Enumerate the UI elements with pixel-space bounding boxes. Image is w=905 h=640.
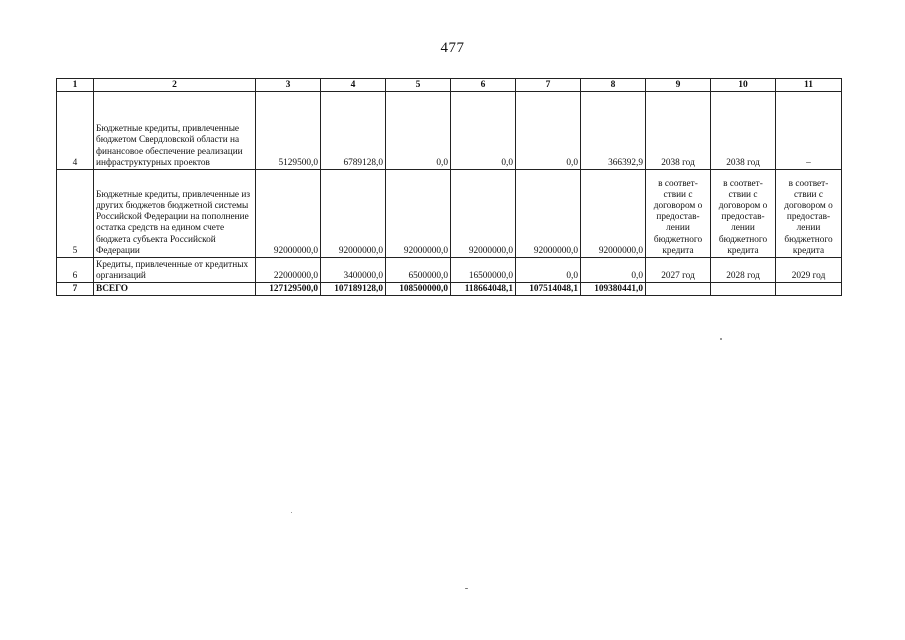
row-name: Кредиты, привлеченные от кредитных организаций xyxy=(94,258,256,283)
repayment-term-cell: 2038 год xyxy=(646,92,711,170)
total-row xyxy=(57,283,842,296)
repayment-term-cell: в соответ- ствии с договором о предостав- лении бюджетного кредита xyxy=(711,170,776,258)
repayment-term-cell: 2027 год xyxy=(646,258,711,283)
row-number: 5 xyxy=(57,170,94,258)
value-cell: 0,0 xyxy=(451,92,516,170)
total-value-cell: 107189128,0 xyxy=(321,283,386,296)
value-cell: 92000000,0 xyxy=(386,170,451,258)
budget-credits-table xyxy=(56,78,842,296)
header-cell: 2 xyxy=(94,79,256,92)
header-cell: 3 xyxy=(256,79,321,92)
table-row xyxy=(57,92,842,170)
value-cell: 5129500,0 xyxy=(256,92,321,170)
row-number: 7 xyxy=(57,283,94,296)
value-cell: 366392,9 xyxy=(581,92,646,170)
repayment-term-cell: – xyxy=(776,92,842,170)
total-value-cell: 107514048,1 xyxy=(516,283,581,296)
value-cell: 92000000,0 xyxy=(516,170,581,258)
scan-speck xyxy=(465,588,468,589)
value-cell: 6789128,0 xyxy=(321,92,386,170)
header-cell: 9 xyxy=(646,79,711,92)
header-cell: 7 xyxy=(516,79,581,92)
header-cell: 11 xyxy=(776,79,842,92)
value-cell: 0,0 xyxy=(581,258,646,283)
value-cell: 16500000,0 xyxy=(451,258,516,283)
row-number: 6 xyxy=(57,258,94,283)
value-cell: 0,0 xyxy=(386,92,451,170)
header-cell: 4 xyxy=(321,79,386,92)
row-name: Бюджетные кредиты, привлеченные из других бюджетов бюджетной системы Российской Федерации на пополнение остатка средств на едином счете бюджета субъекта Российской Федерации xyxy=(94,170,256,258)
value-cell: 6500000,0 xyxy=(386,258,451,283)
repayment-term-cell: 2038 год xyxy=(711,92,776,170)
value-cell: 0,0 xyxy=(516,92,581,170)
repayment-term-cell: в соответ- ствии с договором о предостав- лении бюджетного кредита xyxy=(776,170,842,258)
header-row xyxy=(57,79,842,92)
header-cell: 8 xyxy=(581,79,646,92)
scan-speck xyxy=(291,512,292,513)
scan-speck xyxy=(720,338,722,340)
total-empty-cell xyxy=(646,283,711,296)
header-cell: 1 xyxy=(57,79,94,92)
row-number: 4 xyxy=(57,92,94,170)
page-number: 477 xyxy=(440,40,465,56)
table-row xyxy=(57,170,842,258)
repayment-term-cell: в соответ- ствии с договором о предостав- лении бюджетного кредита xyxy=(646,170,711,258)
value-cell: 92000000,0 xyxy=(451,170,516,258)
value-cell: 92000000,0 xyxy=(581,170,646,258)
total-empty-cell xyxy=(776,283,842,296)
total-value-cell: 118664048,1 xyxy=(451,283,516,296)
repayment-term-cell: 2029 год xyxy=(776,258,842,283)
table-row xyxy=(57,258,842,283)
value-cell: 92000000,0 xyxy=(321,170,386,258)
total-empty-cell xyxy=(711,283,776,296)
total-value-cell: 109380441,0 xyxy=(581,283,646,296)
total-label: ВСЕГО xyxy=(94,283,256,296)
header-cell: 6 xyxy=(451,79,516,92)
header-cell: 5 xyxy=(386,79,451,92)
value-cell: 92000000,0 xyxy=(256,170,321,258)
value-cell: 3400000,0 xyxy=(321,258,386,283)
value-cell: 0,0 xyxy=(516,258,581,283)
header-cell: 10 xyxy=(711,79,776,92)
repayment-term-cell: 2028 год xyxy=(711,258,776,283)
row-name: Бюджетные кредиты, привлеченные бюджетом Свердловской области на финансовое обеспечение реализации инфраструктурных проектов xyxy=(94,92,256,170)
value-cell: 22000000,0 xyxy=(256,258,321,283)
total-value-cell: 108500000,0 xyxy=(386,283,451,296)
total-value-cell: 127129500,0 xyxy=(256,283,321,296)
